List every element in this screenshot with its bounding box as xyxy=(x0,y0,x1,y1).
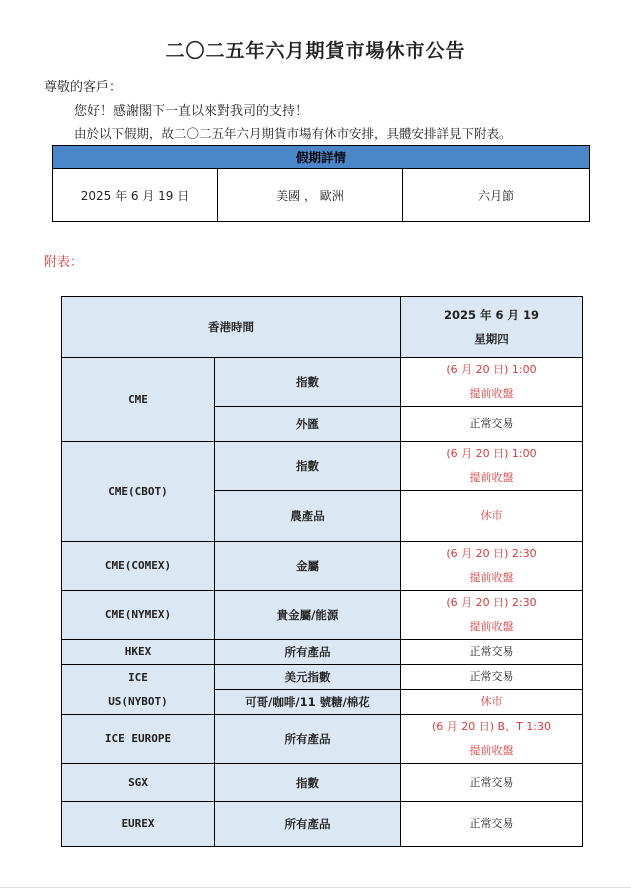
status-note: 提前收盤 xyxy=(469,571,514,584)
status-sgx: 正常交易 xyxy=(401,764,583,802)
status-cbot-agri: 休市 xyxy=(401,491,583,542)
date-header xyxy=(401,297,583,358)
exchange-nymex: CME(NYMEX) xyxy=(62,591,215,640)
status-time: (6 月 20 日) 2:30 xyxy=(446,596,537,609)
status-eurex: 正常交易 xyxy=(401,802,583,847)
schedule-table xyxy=(61,296,583,847)
status-cbot-index xyxy=(401,442,583,491)
exchange-sgx: SGX xyxy=(62,764,215,802)
exchange-cbot: CME(CBOT) xyxy=(62,442,215,542)
product-sgx-index: 指數 xyxy=(215,764,401,802)
status-time: (6 月 20 日) 1:00 xyxy=(446,447,537,460)
exchange-ice-us xyxy=(62,665,215,715)
product-cbot-agri: 農產品 xyxy=(215,491,401,542)
product-comex-metal: 金屬 xyxy=(215,542,401,591)
exchange-ice-us-line2: US(NYBOT) xyxy=(108,694,168,708)
status-comex xyxy=(401,542,583,591)
status-cme-fx: 正常交易 xyxy=(401,407,583,442)
exchange-eurex: EUREX xyxy=(62,802,215,847)
product-eurex-all: 所有產品 xyxy=(215,802,401,847)
holiday-date: 2025 年 6 月 19 日 xyxy=(53,169,218,222)
product-cbot-index: 指數 xyxy=(215,442,401,491)
status-time: (6 月 20 日) 2:30 xyxy=(446,547,537,560)
hk-time-header: 香港時間 xyxy=(62,297,401,358)
exchange-cme: CME xyxy=(62,358,215,442)
status-time: (6 月 20 日) 1:00 xyxy=(446,363,537,376)
greeting: 尊敬的客戶： xyxy=(44,80,123,95)
holiday-details-table xyxy=(52,145,590,222)
product-ice-softs: 可哥/咖啡/11 號糖/棉花 xyxy=(215,690,401,715)
status-time: (6 月 20 日) B、T 1:30 xyxy=(431,720,552,733)
product-ice-usd: 美元指數 xyxy=(215,665,401,690)
exchange-ice-europe: ICE EUROPE xyxy=(62,715,215,764)
status-hkex: 正常交易 xyxy=(401,640,583,665)
appendix-label: 附表： xyxy=(44,255,84,270)
status-nymex xyxy=(401,591,583,640)
status-note: 提前收盤 xyxy=(469,744,514,757)
status-note: 提前收盤 xyxy=(469,620,514,633)
status-ice-usd: 正常交易 xyxy=(401,665,583,690)
page-title: 二〇二五年六月期貨市場休市公告 xyxy=(165,40,466,62)
thanks-line: 您好！感謝閣下一直以來對我司的支持！ xyxy=(74,104,309,119)
product-nymex-energy: 貴金屬/能源 xyxy=(215,591,401,640)
product-ice-eu-all: 所有產品 xyxy=(215,715,401,764)
holiday-details-header: 假期詳情 xyxy=(53,146,590,169)
status-ice-softs: 休市 xyxy=(401,690,583,715)
exchange-comex: CME(COMEX) xyxy=(62,542,215,591)
product-hkex-all: 所有產品 xyxy=(215,640,401,665)
exchange-ice-us-line1: ICE xyxy=(128,670,148,684)
date-header-date: 2025 年 6 月 19 xyxy=(443,308,540,322)
status-note: 提前收盤 xyxy=(469,471,514,484)
notice-line: 由於以下假期，故二〇二五年六月期貨市場有休市安排，具體安排詳見下附表。 xyxy=(74,126,512,141)
status-ice-europe xyxy=(401,715,583,764)
holiday-name: 六月節 xyxy=(403,169,590,222)
page-bottom-divider xyxy=(0,887,631,888)
product-cme-index: 指數 xyxy=(215,358,401,407)
status-cme-index xyxy=(401,358,583,407)
status-note: 提前收盤 xyxy=(469,387,514,400)
date-header-weekday: 星期四 xyxy=(474,332,509,346)
holiday-markets: 美國 ， 歐洲 xyxy=(218,169,403,222)
exchange-hkex: HKEX xyxy=(62,640,215,665)
product-cme-fx: 外匯 xyxy=(215,407,401,442)
